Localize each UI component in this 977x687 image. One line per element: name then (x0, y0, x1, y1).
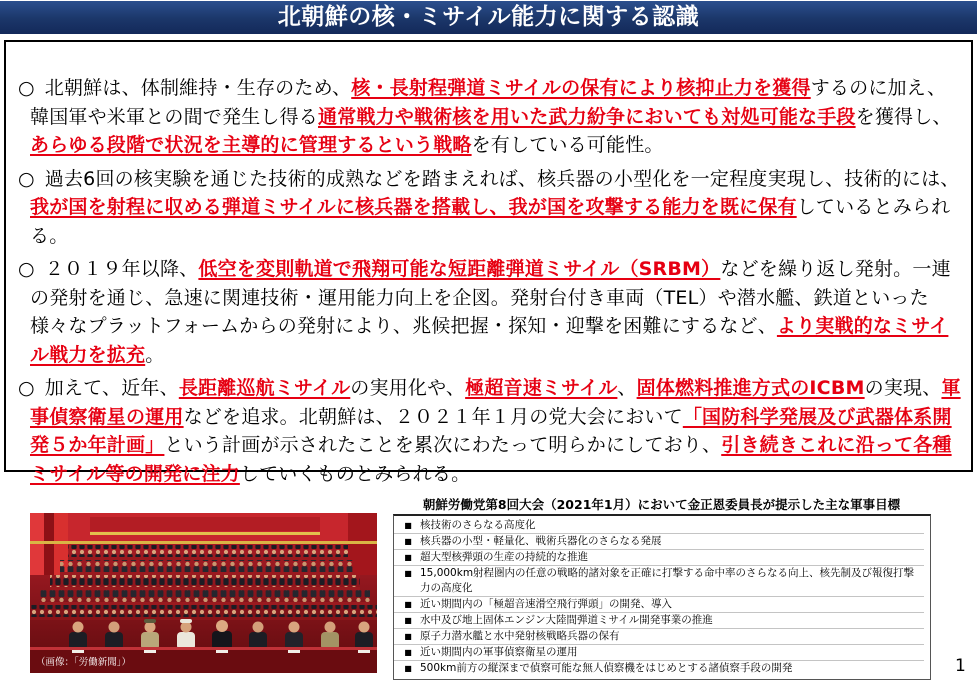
circle-bullet-icon: ○ (18, 167, 35, 190)
square-bullet-icon: ■ (404, 600, 412, 609)
body-text: などを追求。北朝鮮は、２０２１年１月の党大会において (183, 405, 683, 428)
circle-bullet-icon: ○ (18, 377, 35, 399)
goal-item (394, 661, 924, 676)
emphasized-text: 引き続きこれに沿って各種ミサイル等の開発に注力 (30, 434, 952, 485)
body-text: の実現、 (864, 377, 942, 399)
emphasized-text: 長距離巡航ミサイル (178, 377, 351, 399)
assessment-paragraph-3 (6, 255, 963, 369)
goal-item (394, 645, 924, 661)
body-text: 過去6回の核実験を通じた技術的成熟などを踏まえれば、核兵器の小型化を一定程度実現し、技術的には、 (44, 167, 960, 190)
military-goals-list (393, 514, 931, 680)
goal-item (394, 566, 924, 597)
audience-tiers (30, 545, 377, 620)
emphasized-text: 固体燃料推進方式のICBM (636, 377, 865, 399)
front-row-officials (69, 619, 373, 650)
goal-text: 原子力潜水艦と水中発射核戦略兵器の保有 (420, 630, 620, 642)
emphasized-text: 「国防科学発展及び武器体系開発５か年計画」 (30, 405, 952, 456)
slide-title-bar (0, 1, 977, 34)
assessment-paragraph-2 (6, 165, 963, 251)
photo-caption: （画像：「労働新聞」） (36, 657, 132, 668)
goal-text: 核技術のさらなる高度化 (420, 519, 536, 531)
page-number: 1 (955, 656, 966, 676)
party-congress-photo (30, 513, 377, 673)
body-text: を獲得し、 (855, 105, 952, 128)
square-bullet-icon: ■ (404, 537, 412, 546)
square-bullet-icon: ■ (404, 569, 412, 578)
body-text: 、 (617, 377, 637, 399)
square-bullet-icon: ■ (404, 648, 412, 657)
goal-text: 水中及び地上固体エンジン大陸間弾道ミサイル開発事業の推進 (420, 614, 713, 626)
goal-item (394, 613, 924, 629)
body-text: ２０１９年以降、 (44, 258, 199, 280)
assessment-paragraph-4 (6, 374, 963, 488)
emphasized-text: 軍事偵察衛星の運用 (30, 377, 961, 428)
square-bullet-icon: ■ (404, 521, 412, 530)
emphasized-text: 極超音速ミサイル (465, 377, 618, 399)
body-text: などを繰り返し発射。一連の発射を通じ、急速に関連技術・運用能力向上を企図。発射台付き車両（TEL）や潜水艦、鉄道といった様々なプラットフォームからの発射により、兆候把握・探知・迎撃を困難にするなど、 (30, 258, 951, 337)
assessment-paragraph-1 (6, 74, 963, 160)
body-text: を有している可能性。 (471, 134, 664, 156)
emphasized-text: 通常戦力や戦術核を用いた武力紛争においても対処可能な手段 (318, 105, 856, 128)
body-text: の実用化や、 (350, 377, 466, 399)
square-bullet-icon: ■ (404, 616, 412, 625)
body-text: 北朝鮮は、体制維持・生存のため、 (44, 77, 352, 99)
photo-image (30, 513, 377, 673)
assessment-box (4, 40, 973, 485)
square-bullet-icon: ■ (404, 664, 412, 673)
goal-text: 超大型核弾頭の生産の持続的な推進 (420, 551, 588, 563)
goal-item (394, 534, 924, 550)
emphasized-text: より実戦的なミサイル戦力を拡充 (30, 315, 949, 366)
goal-text: 核兵器の小型・軽量化、戦術兵器化のさらなる発展 (420, 535, 662, 547)
body-text: 。 (145, 343, 165, 366)
emphasized-text: 低空を変則軌道で飛翔可能な短距離弾道ミサイル（SRBM） (198, 258, 721, 280)
goal-text: 15,000km射程圏内の任意の戦略的諸対象を正確に打撃する命中率のさらなる向上、核先制及び報復打撃力の高度化 (420, 567, 915, 594)
goal-item (394, 629, 924, 645)
emphasized-text: あらゆる段階で状況を主導的に管理するという戦略 (30, 134, 472, 156)
body-text: という計画が示されたことを累次にわたって明らかにしており、 (164, 434, 722, 456)
slide-title: 北朝鮮の核・ミサイル能力に関する認識 (277, 4, 700, 30)
military-goals-heading: 朝鮮労働党第8回大会（2021年1月）において金正恩委員長が提示した主な軍事目標 (422, 497, 901, 512)
square-bullet-icon: ■ (404, 632, 412, 641)
emphasized-text: 核・長射程弾道ミサイルの保有により核抑止力を獲得 (351, 77, 811, 99)
body-text: 加えて、近年、 (44, 377, 179, 399)
body-text: していくものとみられる。 (239, 462, 471, 485)
circle-bullet-icon: ○ (18, 77, 35, 99)
circle-bullet-icon: ○ (18, 258, 35, 280)
emphasized-text: 我が国を射程に収める弾道ミサイルに核兵器を搭載し、我が国を攻撃する能力を既に保有 (30, 196, 797, 218)
goal-item (394, 518, 924, 534)
square-bullet-icon: ■ (404, 553, 412, 562)
goal-text: 近い期間内の軍事偵察衛星の運用 (420, 646, 578, 658)
body-text: しているとみられる。 (30, 196, 951, 247)
goal-text: 500km前方の縦深まで偵察可能な無人偵察機をはじめとする諸偵察手段の開発 (420, 662, 793, 674)
goal-item (394, 597, 924, 613)
body-text: するのに加え、韓国軍や米軍との間で発生し得る (30, 77, 947, 128)
goal-text: 近い期間内の「極超音速滑空飛行弾頭」の開発、導入 (420, 598, 672, 610)
goal-item (394, 550, 924, 566)
